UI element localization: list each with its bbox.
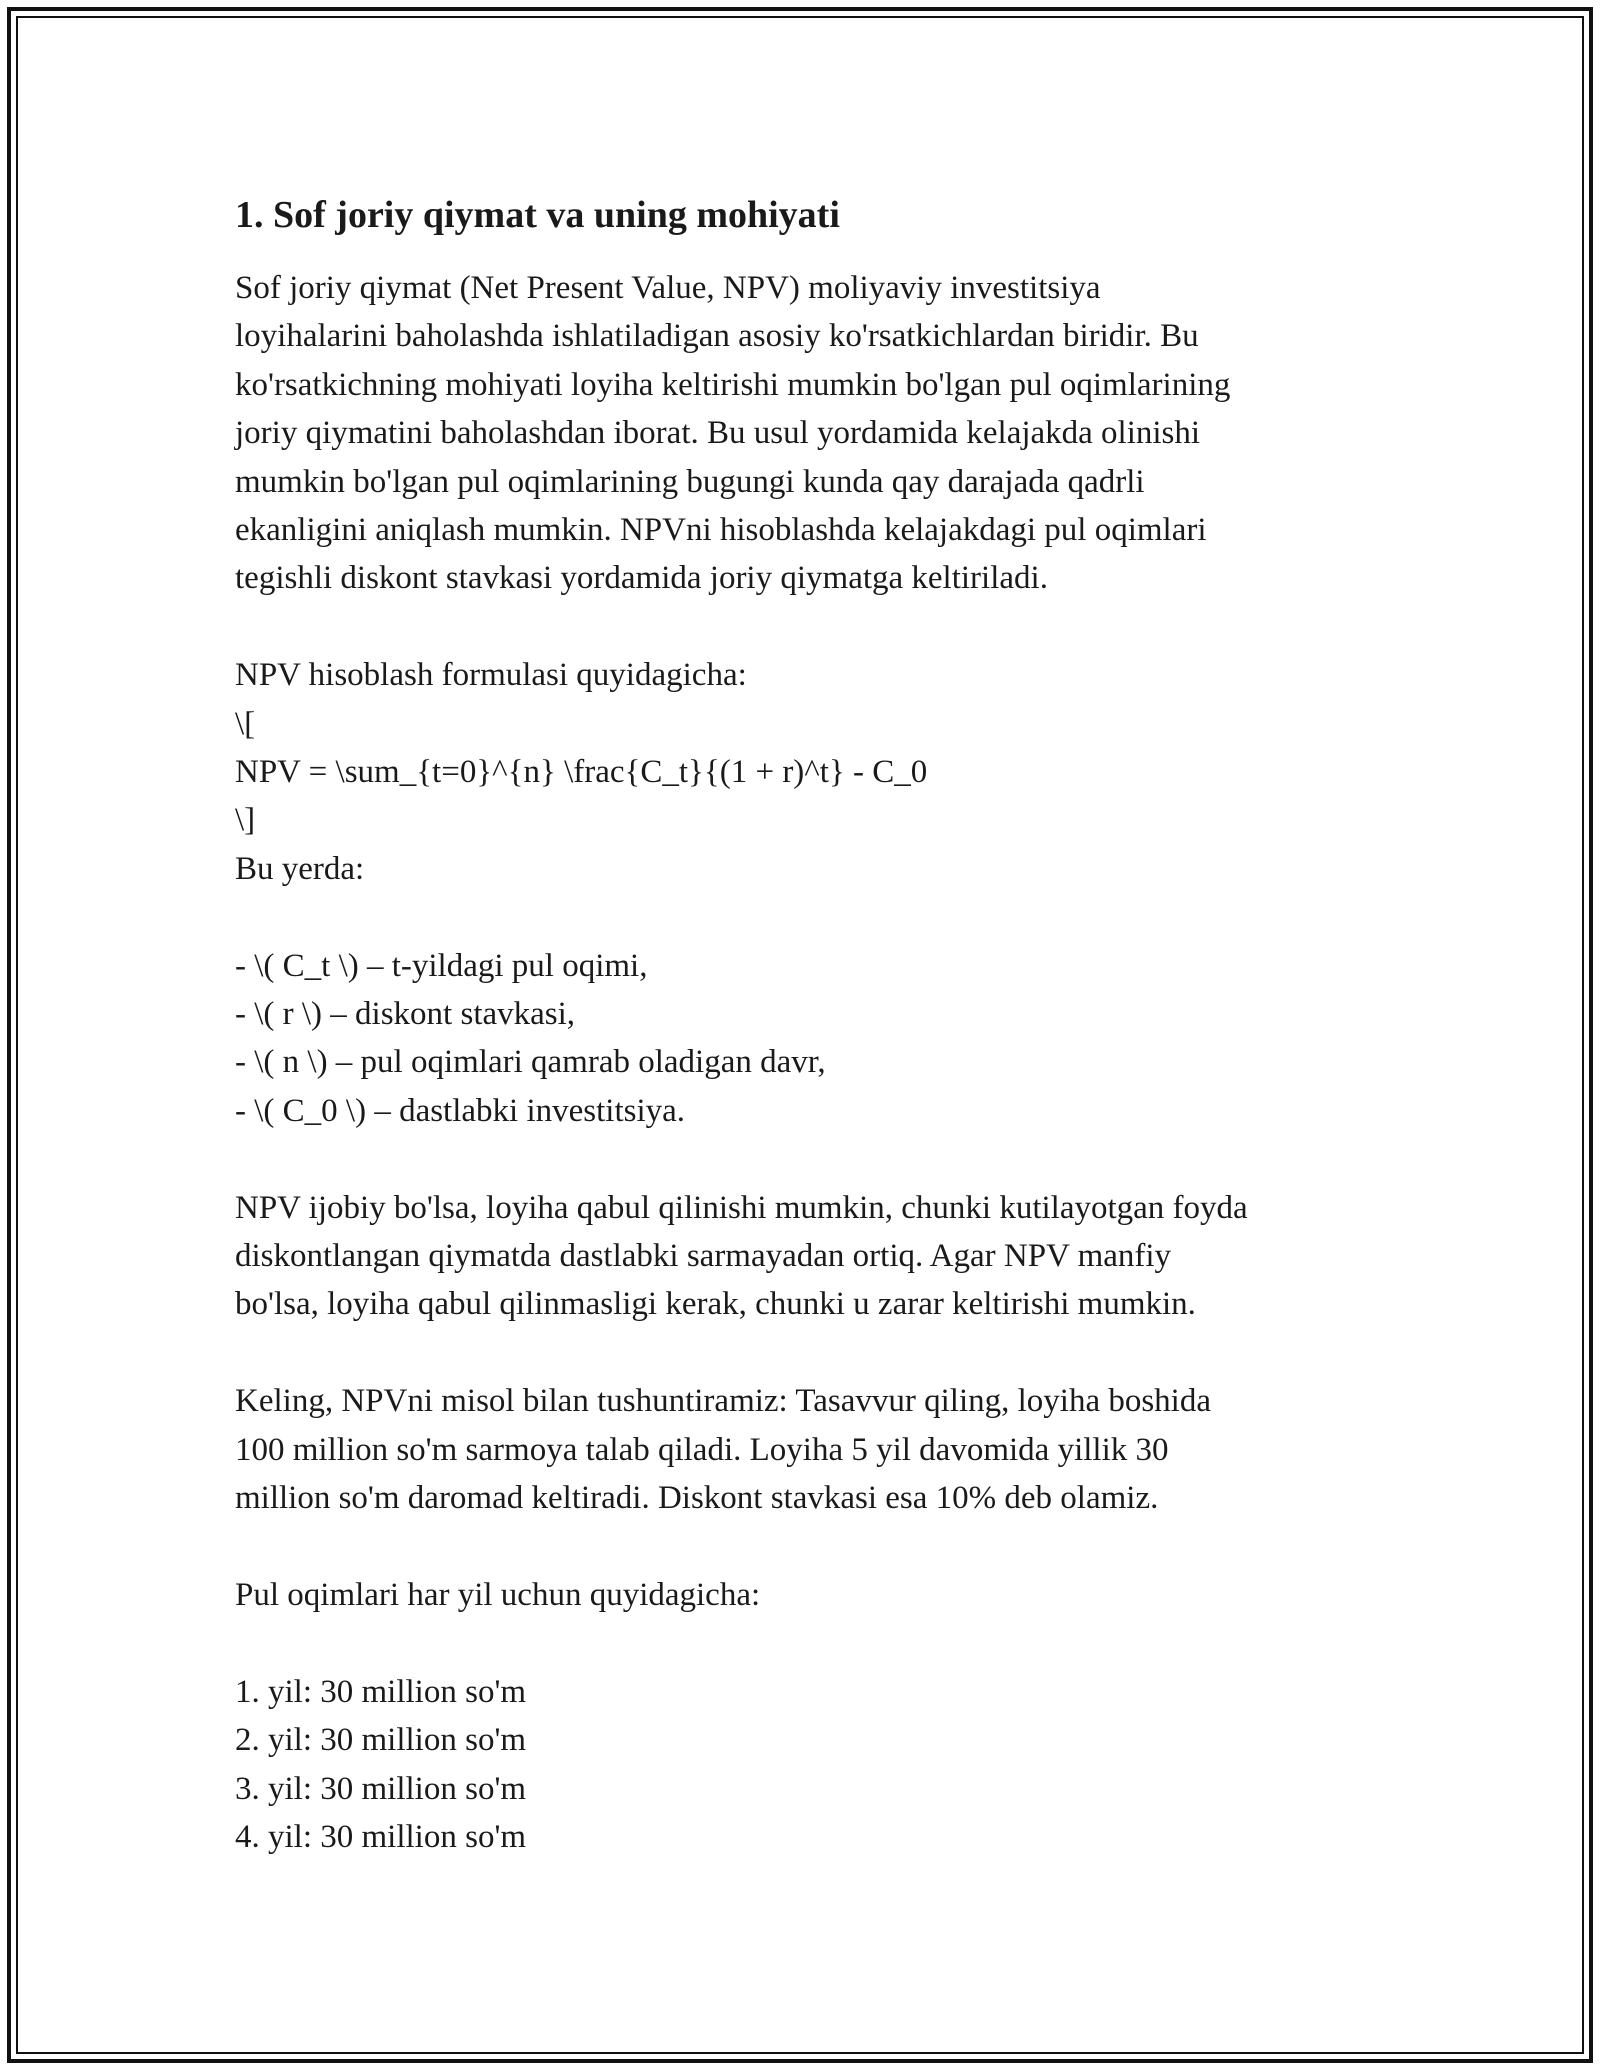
definition-item: - \( r \) – diskont stavkasi, <box>235 996 576 1033</box>
paragraph-gap <box>235 1523 1365 1571</box>
definition-item: - \( C_t \) – t-yildagi pul oqimi, <box>235 947 648 984</box>
paragraph-line: million so'm daromad keltiradi. Diskont stavkasi esa 10% deb olamiz. <box>235 1480 1159 1517</box>
definition-item: - \( C_0 \) – dastlabki investitsiya. <box>235 1092 686 1129</box>
decision-paragraph <box>235 1184 1365 1329</box>
cashflow-item: 4. yil: 30 million so'm <box>235 1818 527 1855</box>
cashflow-intro: Pul oqimlari har yil uchun quyidagicha: <box>235 1576 761 1613</box>
cashflow-list <box>235 1668 1365 1862</box>
paragraph-line: diskontlangan qiymatda dastlabki sarmayadan ortiq. Agar NPV manfiy <box>235 1238 1172 1275</box>
formula-block <box>235 651 1365 893</box>
cashflow-item: 1. yil: 30 million so'm <box>235 1673 527 1710</box>
paragraph-line: 100 million so'm sarmoya talab qiladi. Loyiha 5 yil davomida yillik 30 <box>235 1431 1169 1468</box>
paragraph-line: mumkin bo'lgan pul oqimlarining bugungi kunda qay darajada qadrli <box>235 463 1145 500</box>
paragraph-line: bo'lsa, loyiha qabul qilinmasligi kerak, chunki u zarar keltirishi mumkin. <box>235 1286 1196 1323</box>
formula-intro: NPV hisoblash formulasi quyidagicha: <box>235 657 747 694</box>
paragraph-line: NPV ijobiy bo'lsa, loyiha qabul qilinishi mumkin, chunki kutilayotgan foyda <box>235 1189 1248 1226</box>
paragraph-gap <box>235 1329 1365 1377</box>
paragraph-line: Keling, NPVni misol bilan tushuntiramiz: Tasavvur qiling, loyiha boshida <box>235 1383 1211 1420</box>
document-body <box>235 188 1365 1861</box>
paragraph-line: ko'rsatkichning mohiyati loyiha keltirishi mumkin bo'lgan pul oqimlarining <box>235 366 1231 403</box>
example-paragraph <box>235 1377 1365 1522</box>
paragraph-line: Sof joriy qiymat (Net Present Value, NPV) moliyaviy investitsiya <box>235 270 1101 306</box>
paragraph-line: tegishli diskont stavkasi yordamida joriy qiymatga keltiriladi. <box>235 560 1048 597</box>
intro-paragraph <box>235 264 1365 603</box>
paragraph-gap <box>235 603 1365 651</box>
formula-open: \[ <box>235 705 256 742</box>
npv-formula: NPV = \sum_{t=0}^{n} \frac{C_t}{(1 + r)^t} - C_0 <box>235 754 928 791</box>
paragraph-gap <box>235 1135 1365 1183</box>
paragraph-gap <box>235 1619 1365 1667</box>
definitions-list <box>235 942 1365 1136</box>
formula-close: \] <box>235 802 256 839</box>
cashflow-item: 2. yil: 30 million so'm <box>235 1722 527 1759</box>
paragraph-gap <box>235 893 1365 941</box>
paragraph-line: ekanligini aniqlash mumkin. NPVni hisoblashda kelajakdagi pul oqimlari <box>235 512 1207 549</box>
definition-item: - \( n \) – pul oqimlari qamrab oladigan davr, <box>235 1044 826 1081</box>
cashflow-item: 3. yil: 30 million so'm <box>235 1770 527 1807</box>
paragraph-line: loyihalarini baholashda ishlatiladigan asosiy ko'rsatkichlardan biridir. Bu <box>235 318 1199 355</box>
section-heading: 1. Sof joriy qiymat va uning mohiyati <box>235 194 840 236</box>
where-label: Bu yerda: <box>235 850 365 887</box>
paragraph-line: joriy qiymatini baholashdan iborat. Bu usul yordamida kelajakda olinishi <box>235 415 1201 452</box>
